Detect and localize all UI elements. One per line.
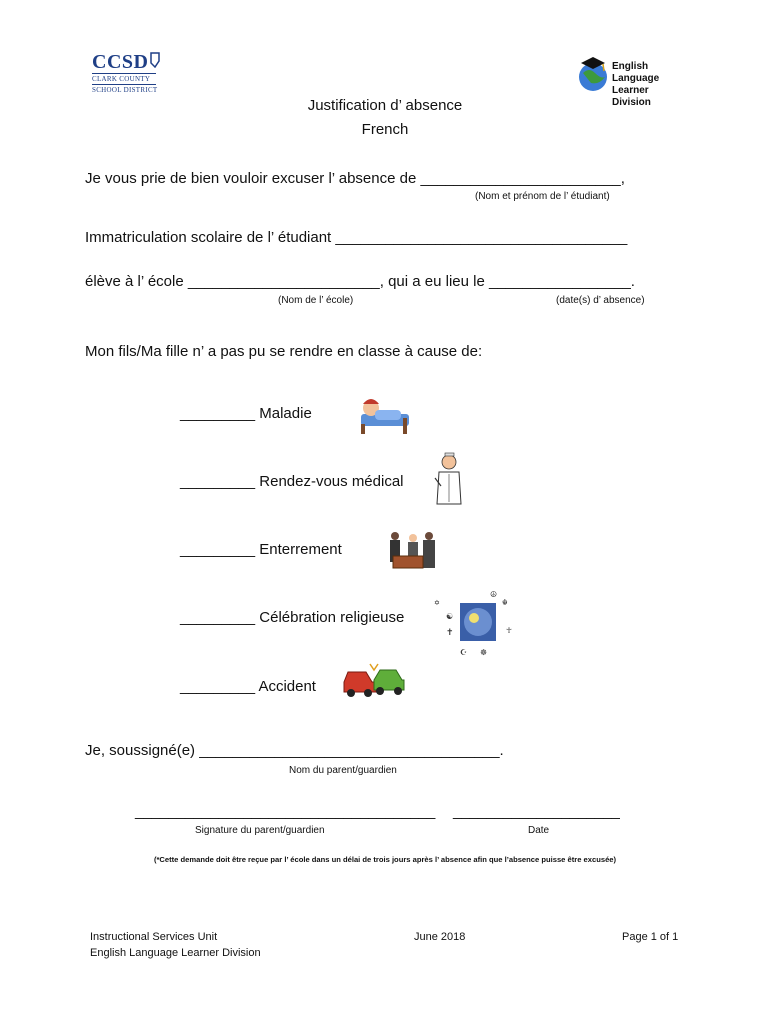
date-caption: Date — [528, 825, 550, 836]
reason-accident-label: Accident — [258, 678, 316, 695]
ell-logo-line1: English Language — [612, 61, 660, 84]
parent-name-blank[interactable]: ____________________________________. — [199, 742, 504, 759]
student-name-caption: (Nom et prénom de l’ étudiant) — [475, 191, 610, 202]
religions-globe-icon — [430, 585, 526, 663]
car-crash-icon — [340, 660, 408, 700]
svg-text:☪: ☪ — [460, 648, 468, 657]
ell-logo-line2: Learner Division — [612, 85, 651, 108]
reason-funeral-label: Enterrement — [259, 541, 342, 558]
absence-text: Je vous prie de bien vouloir excuser l’ absence de — [85, 170, 417, 187]
reason-medical-label: Rendez-vous médical — [259, 473, 404, 490]
absence-date-caption: (date(s) d’ absence) — [556, 295, 645, 306]
footer-unit: Instructional Services Unit — [90, 931, 218, 943]
signature-blank[interactable]: ____________________________________ — [135, 803, 436, 820]
school-line — [85, 273, 635, 290]
school-middle-text: qui a eu lieu le — [388, 273, 485, 290]
footer-left — [90, 929, 261, 961]
reason-illness-blank[interactable]: _________ — [180, 405, 256, 422]
ccsd-logo-text: CCSD — [92, 51, 149, 73]
absence-line — [85, 170, 625, 187]
date-blank[interactable]: ____________________ — [453, 803, 620, 820]
page-title: Justification d’ absence — [307, 97, 463, 114]
school-text: élève à l’ école — [85, 273, 184, 290]
submission-notice: (*Cette demande doit être reçue par l’ école dans un délai de trois jours après l’ absence afin que l’absence puisse être excusée) — [153, 855, 617, 864]
svg-text:☸: ☸ — [480, 648, 488, 657]
signature-caption: Signature du parent/guardien — [195, 825, 325, 836]
reason-funeral — [180, 541, 342, 558]
svg-text:✝: ✝ — [446, 627, 454, 637]
reason-medical-blank[interactable]: _________ — [180, 473, 256, 490]
reason-medical — [180, 473, 404, 490]
reason-religious-blank[interactable]: _________ — [180, 609, 256, 626]
reason-intro: Mon fils/Ma fille n’ a pas pu se rendre en classe à cause de: — [85, 343, 483, 360]
reason-religious — [180, 609, 404, 626]
student-id-line — [85, 229, 627, 246]
ell-logo — [575, 55, 685, 108]
undersigned-line — [85, 742, 504, 759]
svg-text:✡: ✡ — [434, 600, 440, 607]
doctor-icon — [427, 450, 467, 508]
page-subtitle: French — [361, 121, 409, 138]
nevada-shape-icon — [150, 52, 160, 68]
svg-text:☬: ☬ — [502, 598, 508, 607]
footer-date: June 2018 — [414, 931, 466, 943]
undersigned-text: Je, soussigné(e) — [85, 742, 196, 759]
ccsd-logo-line2: SCHOOL DISTRICT — [92, 86, 158, 94]
school-name-blank[interactable]: _______________________, — [187, 273, 384, 290]
parent-name-caption: Nom du parent/guardien — [289, 765, 397, 776]
ccsd-logo — [92, 52, 172, 94]
footer-page-number: Page 1 of 1 — [622, 931, 679, 943]
student-id-text: Immatriculation scolaire de l’ étudiant — [85, 229, 332, 246]
svg-text:☮: ☮ — [490, 590, 498, 599]
ccsd-logo-line1: CLARK COUNTY — [92, 75, 151, 83]
globe-graduation-icon — [575, 55, 611, 93]
reason-accident — [180, 678, 316, 695]
reason-accident-blank[interactable]: _________ — [180, 678, 256, 695]
svg-text:☯: ☯ — [446, 612, 454, 621]
reason-illness-label: Maladie — [259, 405, 312, 422]
student-name-blank[interactable]: ________________________, — [420, 170, 625, 187]
reason-illness — [180, 405, 312, 422]
funeral-icon — [385, 530, 441, 572]
footer-division: English Language Learner Division — [90, 947, 261, 959]
svg-text:☥: ☥ — [506, 626, 512, 635]
reason-religious-label: Célébration religieuse — [259, 609, 405, 626]
reason-funeral-blank[interactable]: _________ — [180, 541, 256, 558]
absence-date-blank[interactable]: _________________. — [488, 273, 635, 290]
school-name-caption: (Nom de l’ école) — [278, 295, 354, 306]
sick-child-icon — [357, 388, 413, 436]
student-id-blank[interactable]: ___________________________________ — [335, 229, 628, 246]
